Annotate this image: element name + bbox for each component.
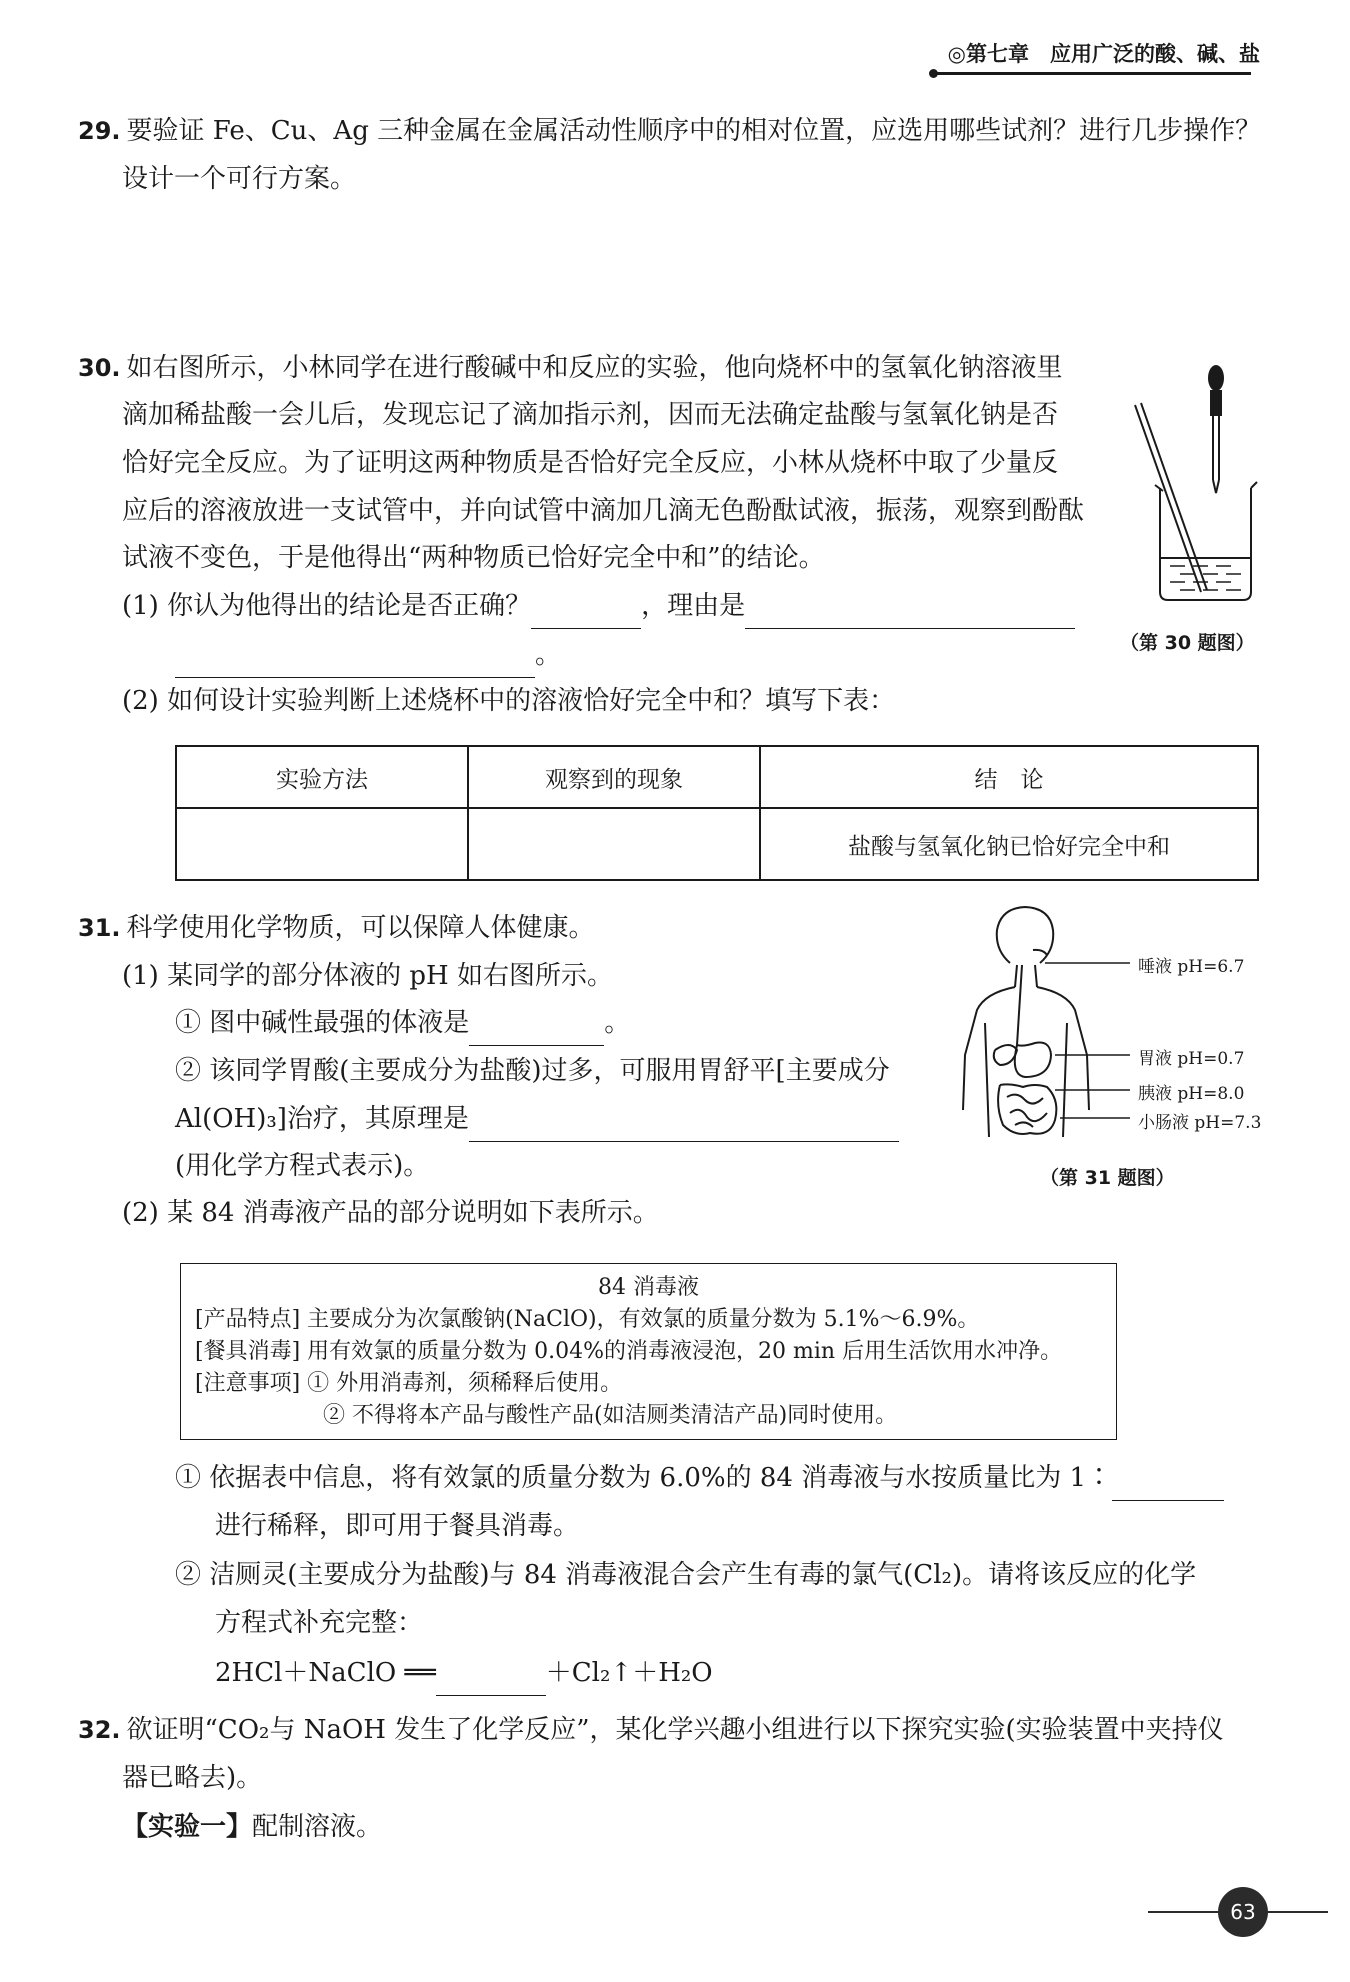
equation-left: 2HCl＋NaClO ══ (215, 1658, 436, 1688)
q31-text: 科学使用化学物质，可以保障人体健康。 (126, 913, 595, 943)
q30-line1 (78, 345, 1063, 391)
q30-line4: 应后的溶液放进一支试管中，并向试管中滴加几滴无色酚酞试液，振荡，观察到酚酞 (122, 496, 1085, 526)
experiment-1-label: 【实验一】 (122, 1812, 253, 1842)
q31-item2-line2 (175, 1096, 899, 1142)
q32-line1 (78, 1707, 1224, 1753)
q30-sub1-question: (1) 你认为他得出的结论是否正确？ (122, 591, 532, 621)
q31-sub1: (1) 某同学的部分体液的 pH 如右图所示。 (122, 961, 613, 991)
q30-sub1-cont (175, 632, 561, 678)
q30-answer-blank-2[interactable] (745, 600, 1075, 629)
q31-figure-caption: （第 31 题图） (1040, 1167, 1175, 1189)
q30-sub2: (2) 如何设计实验判断上述烧杯中的溶液恰好完全中和？填写下表： (122, 686, 896, 716)
q31-line1 (78, 905, 595, 951)
beaker-dropper-figure (1125, 360, 1265, 610)
table-cell-method[interactable] (176, 808, 468, 880)
page-number: 63 (1218, 1887, 1268, 1937)
q31-q2-item1-line2: 进行稀释，即可用于餐具消毒。 (215, 1511, 580, 1541)
q31-number: 31. (78, 914, 121, 942)
q31-q2-item1-text: ① 依据表中信息，将有效氯的质量分数为 6.0%的 84 消毒液与水按质量比为 1∶ (175, 1463, 1113, 1493)
info-precautions-2: ② 不得将本产品与酸性产品(如洁厕类清洁产品)同时使用。 (323, 1403, 898, 1428)
q32-line2: 器已略去)。 (122, 1763, 263, 1793)
q30-sub1-reason-label: ，理由是 (641, 591, 746, 621)
q31-sub2: (2) 某 84 消毒液产品的部分说明如下表所示。 (122, 1198, 659, 1228)
q31-item2-line1: ② 该同学胃酸(主要成分为盐酸)过多，可服用胃舒平[主要成分 (175, 1056, 890, 1086)
q31-q2-item2-line1: ② 洁厕灵(主要成分为盐酸)与 84 消毒液混合会产生有毒的氯气(Cl₂)。请将该反应的化学 (175, 1560, 1197, 1590)
q30-text: 如右图所示，小林同学在进行酸碱中和反应的实验，他向烧杯中的氢氧化钠溶液里 (126, 353, 1063, 383)
q31-ratio-blank[interactable] (1112, 1472, 1224, 1501)
table-header-conclusion: 结 论 (760, 746, 1258, 808)
q30-sub1-period: 。 (535, 640, 562, 670)
q31-q2-item1-line1 (175, 1455, 1224, 1501)
q31-item1 (175, 1000, 630, 1046)
q30-answer-blank-3[interactable] (175, 649, 535, 678)
q32-text: 欲证明“CO₂与 NaOH 发生了化学反应”，某化学兴趣小组进行以下探究实验(实验装置中夹持仪 (126, 1715, 1224, 1745)
label-saliva: 唾液 pH=6.7 (1138, 957, 1245, 977)
chemical-equation (215, 1650, 713, 1696)
q31-item1-period: 。 (604, 1008, 631, 1038)
q30-line3: 恰好完全反应。为了证明这两种物质是否恰好完全反应，小林从烧杯中取了少量反 (122, 448, 1059, 478)
equation-right: ＋Cl₂↑＋H₂O (545, 1658, 713, 1688)
info-box-title: 84 消毒液 (598, 1275, 699, 1300)
q29-text: 要验证 Fe、Cu、Ag 三种金属在金属活动性顺序中的相对位置，应选用哪些试剂？进行几步操作？ (126, 116, 1262, 146)
q30-experiment-table (175, 745, 1259, 881)
figure-leader-lines (1045, 950, 1135, 1130)
disinfectant-info-box (180, 1263, 1117, 1440)
table-cell-conclusion: 盐酸与氢氧化钠已恰好完全中和 (760, 808, 1258, 880)
header-rule (935, 72, 1251, 75)
q30-figure-caption: （第 30 题图） (1120, 632, 1255, 654)
info-product-features: [产品特点] 主要成分为次氯酸钠(NaClO)，有效氯的质量分数为 5.1%～6.9%。 (195, 1307, 980, 1332)
table-header-method: 实验方法 (176, 746, 468, 808)
q30-line2: 滴加稀盐酸一会儿后，发现忘记了滴加指示剂，因而无法确定盐酸与氢氧化钠是否 (122, 400, 1059, 430)
q30-line5: 试液不变色，于是他得出“两种物质已恰好完全中和”的结论。 (122, 543, 825, 573)
label-pancreatic: 胰液 pH=8.0 (1138, 1084, 1245, 1104)
experiment-1-text: 配制溶液。 (252, 1812, 383, 1842)
equation-product-blank[interactable] (436, 1667, 546, 1696)
q31-item2-text: Al(OH)₃]治疗，其原理是 (175, 1104, 469, 1134)
q29-line2: 设计一个可行方案。 (122, 164, 357, 194)
q31-q2-item2-line2: 方程式补充完整： (215, 1608, 424, 1638)
chapter-header: ◎第七章 应用广泛的酸、碱、盐 (947, 42, 1260, 66)
q29-number: 29. (78, 117, 121, 145)
q31-item1-text: ① 图中碱性最强的体液是 (175, 1008, 470, 1038)
q31-item2-line3: (用化学方程式表示)。 (175, 1151, 430, 1181)
q31-item2-blank[interactable] (469, 1113, 899, 1142)
q30-sub1 (122, 583, 1075, 629)
q32-number: 32. (78, 1716, 121, 1744)
label-gastric: 胃液 pH=0.7 (1138, 1049, 1245, 1069)
info-precautions-1: [注意事项] ① 外用消毒剂，须稀释后使用。 (195, 1371, 623, 1396)
q31-item1-blank[interactable] (469, 1017, 604, 1046)
table-cell-phenomenon[interactable] (468, 808, 760, 880)
q30-number: 30. (78, 354, 121, 382)
info-tableware-disinfection: [餐具消毒] 用有效氯的质量分数为 0.04%的消毒液浸泡，20 min 后用生活饮用水冲净。 (195, 1339, 1063, 1364)
table-header-phenomenon: 观察到的现象 (468, 746, 760, 808)
q32-experiment-1 (122, 1804, 382, 1850)
q30-answer-blank-1[interactable] (531, 600, 641, 629)
label-small-intestine: 小肠液 pH=7.3 (1138, 1113, 1262, 1133)
q29-line1 (78, 108, 1261, 154)
